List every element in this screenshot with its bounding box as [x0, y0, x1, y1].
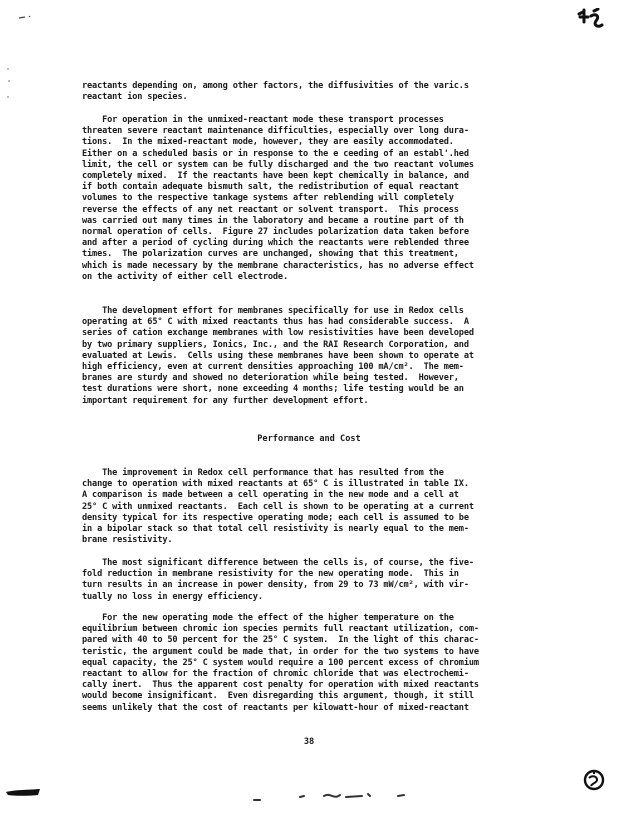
section-heading: Performance and Cost [257, 434, 361, 444]
paragraph-1: reactants depending on, among other factors, the diffusivities of the varic.s reactant ion species. [82, 81, 469, 103]
paragraph-3: The development effort for membranes specifically for use in Redox cells operating at 65° C with mixed reactants thus has had considerable success. A series of cation exchange membranes with low resistivities have been developed by two primary suppliers, Ionics, Inc., and the RAI Research Corporation, and evaluated at Lewis. Cells using these membranes have been shown to operate at high efficiency, even at current densities approaching 100 mA/cm². The mem- branes are sturdy and showed no deterioration while being tested. However, test durations were short, none exceeding 4 months; life testing would be an important requirement for any further development effort. [82, 306, 474, 406]
paragraph-2: For operation in the unmixed-reactant mode these transport processes threaten severe reactant maintenance difficulties, especially over long dura- tions. In the mixed-reactant mode, however, they are easily accommodated. Either on a scheduled basis or in response to the e ceeding of an establ'.hed limit, the cell or system can be fully discharged and the two reactant volumes completely mixed. If the reactants have been kept chemically in balance, and if both contain adequate bismuth salt, the redistribution of equal reactant volumes to the respective tankage systems after reblending will completely reverse the effects of any net reactant or solvent transport. This process was carried out many times in the laboratory and became a routine part of th normal operation of cells. Figure 27 includes polarization data taken before and after a period of cycling during which the reactants were reblended three times. The polarization curves are unchanged, showing that this treatment, which is made necessary by the membrane characteristics, has no adverse effect on the activity of either cell electrode. [82, 115, 474, 282]
paragraph-6: For the new operating mode the effect of the higher temperature on the equilibrium between chromic ion species permits full reactant utilization, com- pared with 40 to 50 percent for the 25° C system. In the light of this charac- teristic, the argument could be made that, in order for the two systems to have equal capacity, the 25° C system would require a 100 percent excess of chromium reactant to allow for the fraction of chromic chloride that was electrochemi- cally inert. Thus the apparent cost penalty for operation with mixed reactants would become insignificant. Even disregarding this argument, though, it still seems unlikely that the cost of reactants per kilowatt-hour of mixed-reactant [82, 613, 479, 713]
margin-speck-icon [6, 66, 12, 106]
circular-stamp-icon [582, 768, 608, 796]
paragraph-4: The improvement in Redox cell performance that has resulted from the change to operation with mixed reactants at 65° C is illustrated in table IX. A comparison is made between a cell operating in the new mode and a cell at 25° C with unmixed reactants. Each cell is shown to be operating at a current density typical for its respective operating mode; each cell is assumed to be in a bipolar stack so that total cell resistivity is nearly equal to the mem- brane resistivity. [82, 468, 474, 546]
paragraph-5: The most significant difference between the cells is, of course, the five- fold reduction in membrane resistivity for the new operating mode. This in turn results in an increase in power density, from 29 to 73 mW/cm², with vir- tually no loss in energy efficiency. [82, 558, 474, 602]
scan-smudge-icon [250, 790, 450, 804]
page-number: 38 [303, 737, 315, 747]
handwritten-mark-icon [576, 8, 606, 34]
scan-speck-icon [18, 14, 38, 20]
scan-blot-icon [4, 786, 44, 800]
